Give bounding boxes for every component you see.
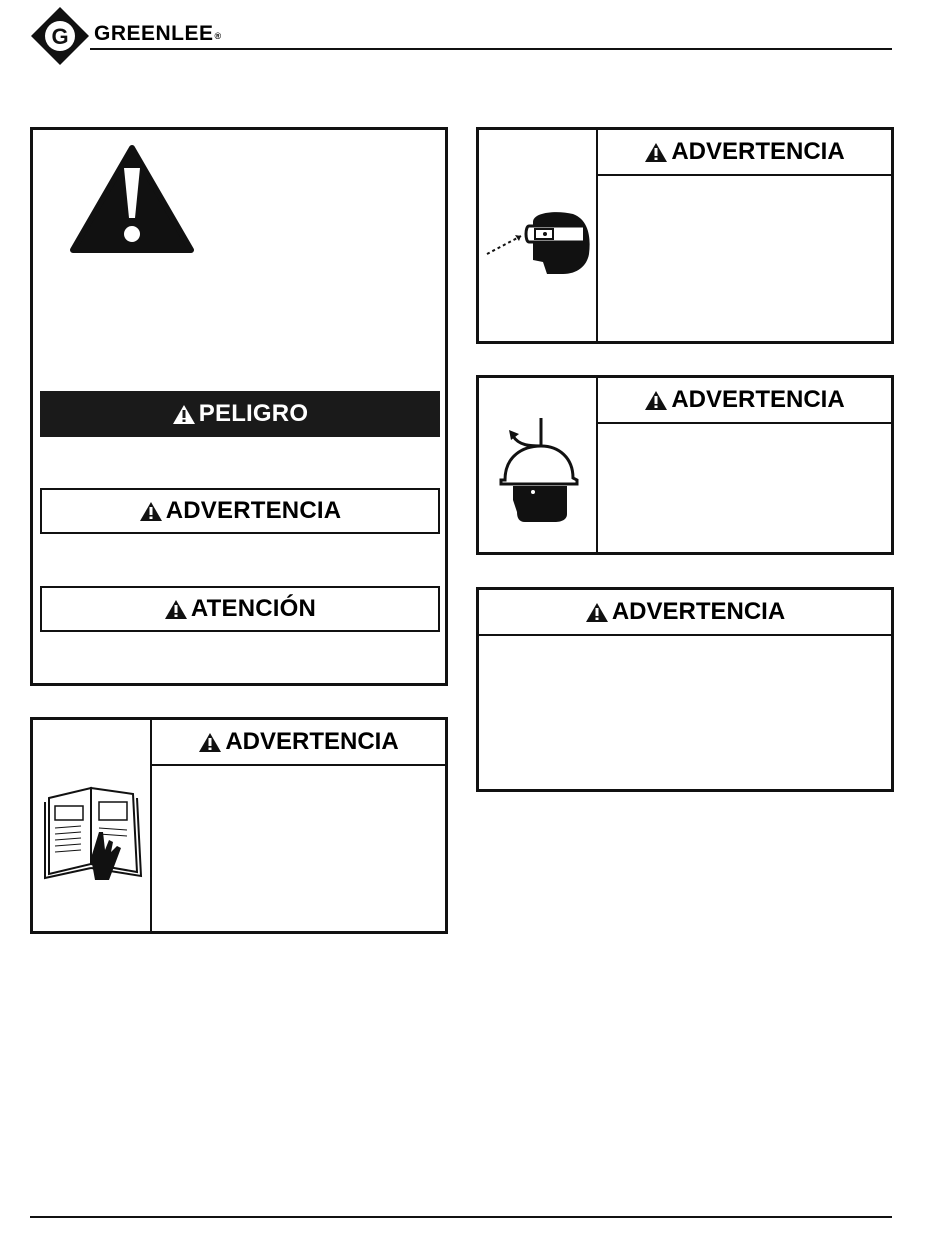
advertencia-label: ADVERTENCIA <box>165 497 342 524</box>
warning-triangle-icon <box>172 404 196 425</box>
brand-name: GREENLEE® <box>94 22 222 45</box>
head-protection-warning-panel <box>476 375 894 555</box>
advertencia-label: ADVERTENCIA <box>611 598 786 625</box>
advertencia-label: ADVERTENCIA <box>225 728 399 755</box>
warning-triangle-icon <box>69 144 195 259</box>
falling-object-head-icon <box>497 416 581 527</box>
warning-triangle-icon <box>585 602 609 623</box>
eye-protection-icon <box>485 208 593 285</box>
atencion-label: ATENCIÓN <box>190 595 317 622</box>
warning-triangle-icon <box>164 599 188 620</box>
warning-triangle-icon <box>139 501 163 522</box>
safety-alert-legend-panel <box>30 127 448 686</box>
general-warning-panel <box>476 587 894 792</box>
advertencia-header <box>152 720 445 766</box>
warning-triangle-icon <box>644 142 668 163</box>
advertencia-header <box>598 130 891 176</box>
peligro-signal-bar <box>40 391 440 437</box>
advertencia-label: ADVERTENCIA <box>671 138 845 165</box>
eye-protection-warning-panel <box>476 127 894 344</box>
greenlee-logo <box>30 6 90 66</box>
advertencia-header <box>479 590 891 636</box>
advertencia-signal-bar <box>40 488 440 534</box>
peligro-label: PELIGRO <box>198 400 309 427</box>
footer-rule <box>30 1216 892 1218</box>
advertencia-label: ADVERTENCIA <box>671 386 845 413</box>
advertencia-header <box>598 378 891 424</box>
read-manual-icon <box>41 780 145 885</box>
read-manual-warning-panel <box>30 717 448 934</box>
logo-letter: G <box>51 24 69 49</box>
warning-triangle-icon <box>198 732 222 753</box>
atencion-signal-bar <box>40 586 440 632</box>
warning-triangle-icon <box>644 390 668 411</box>
header-rule <box>90 48 892 50</box>
